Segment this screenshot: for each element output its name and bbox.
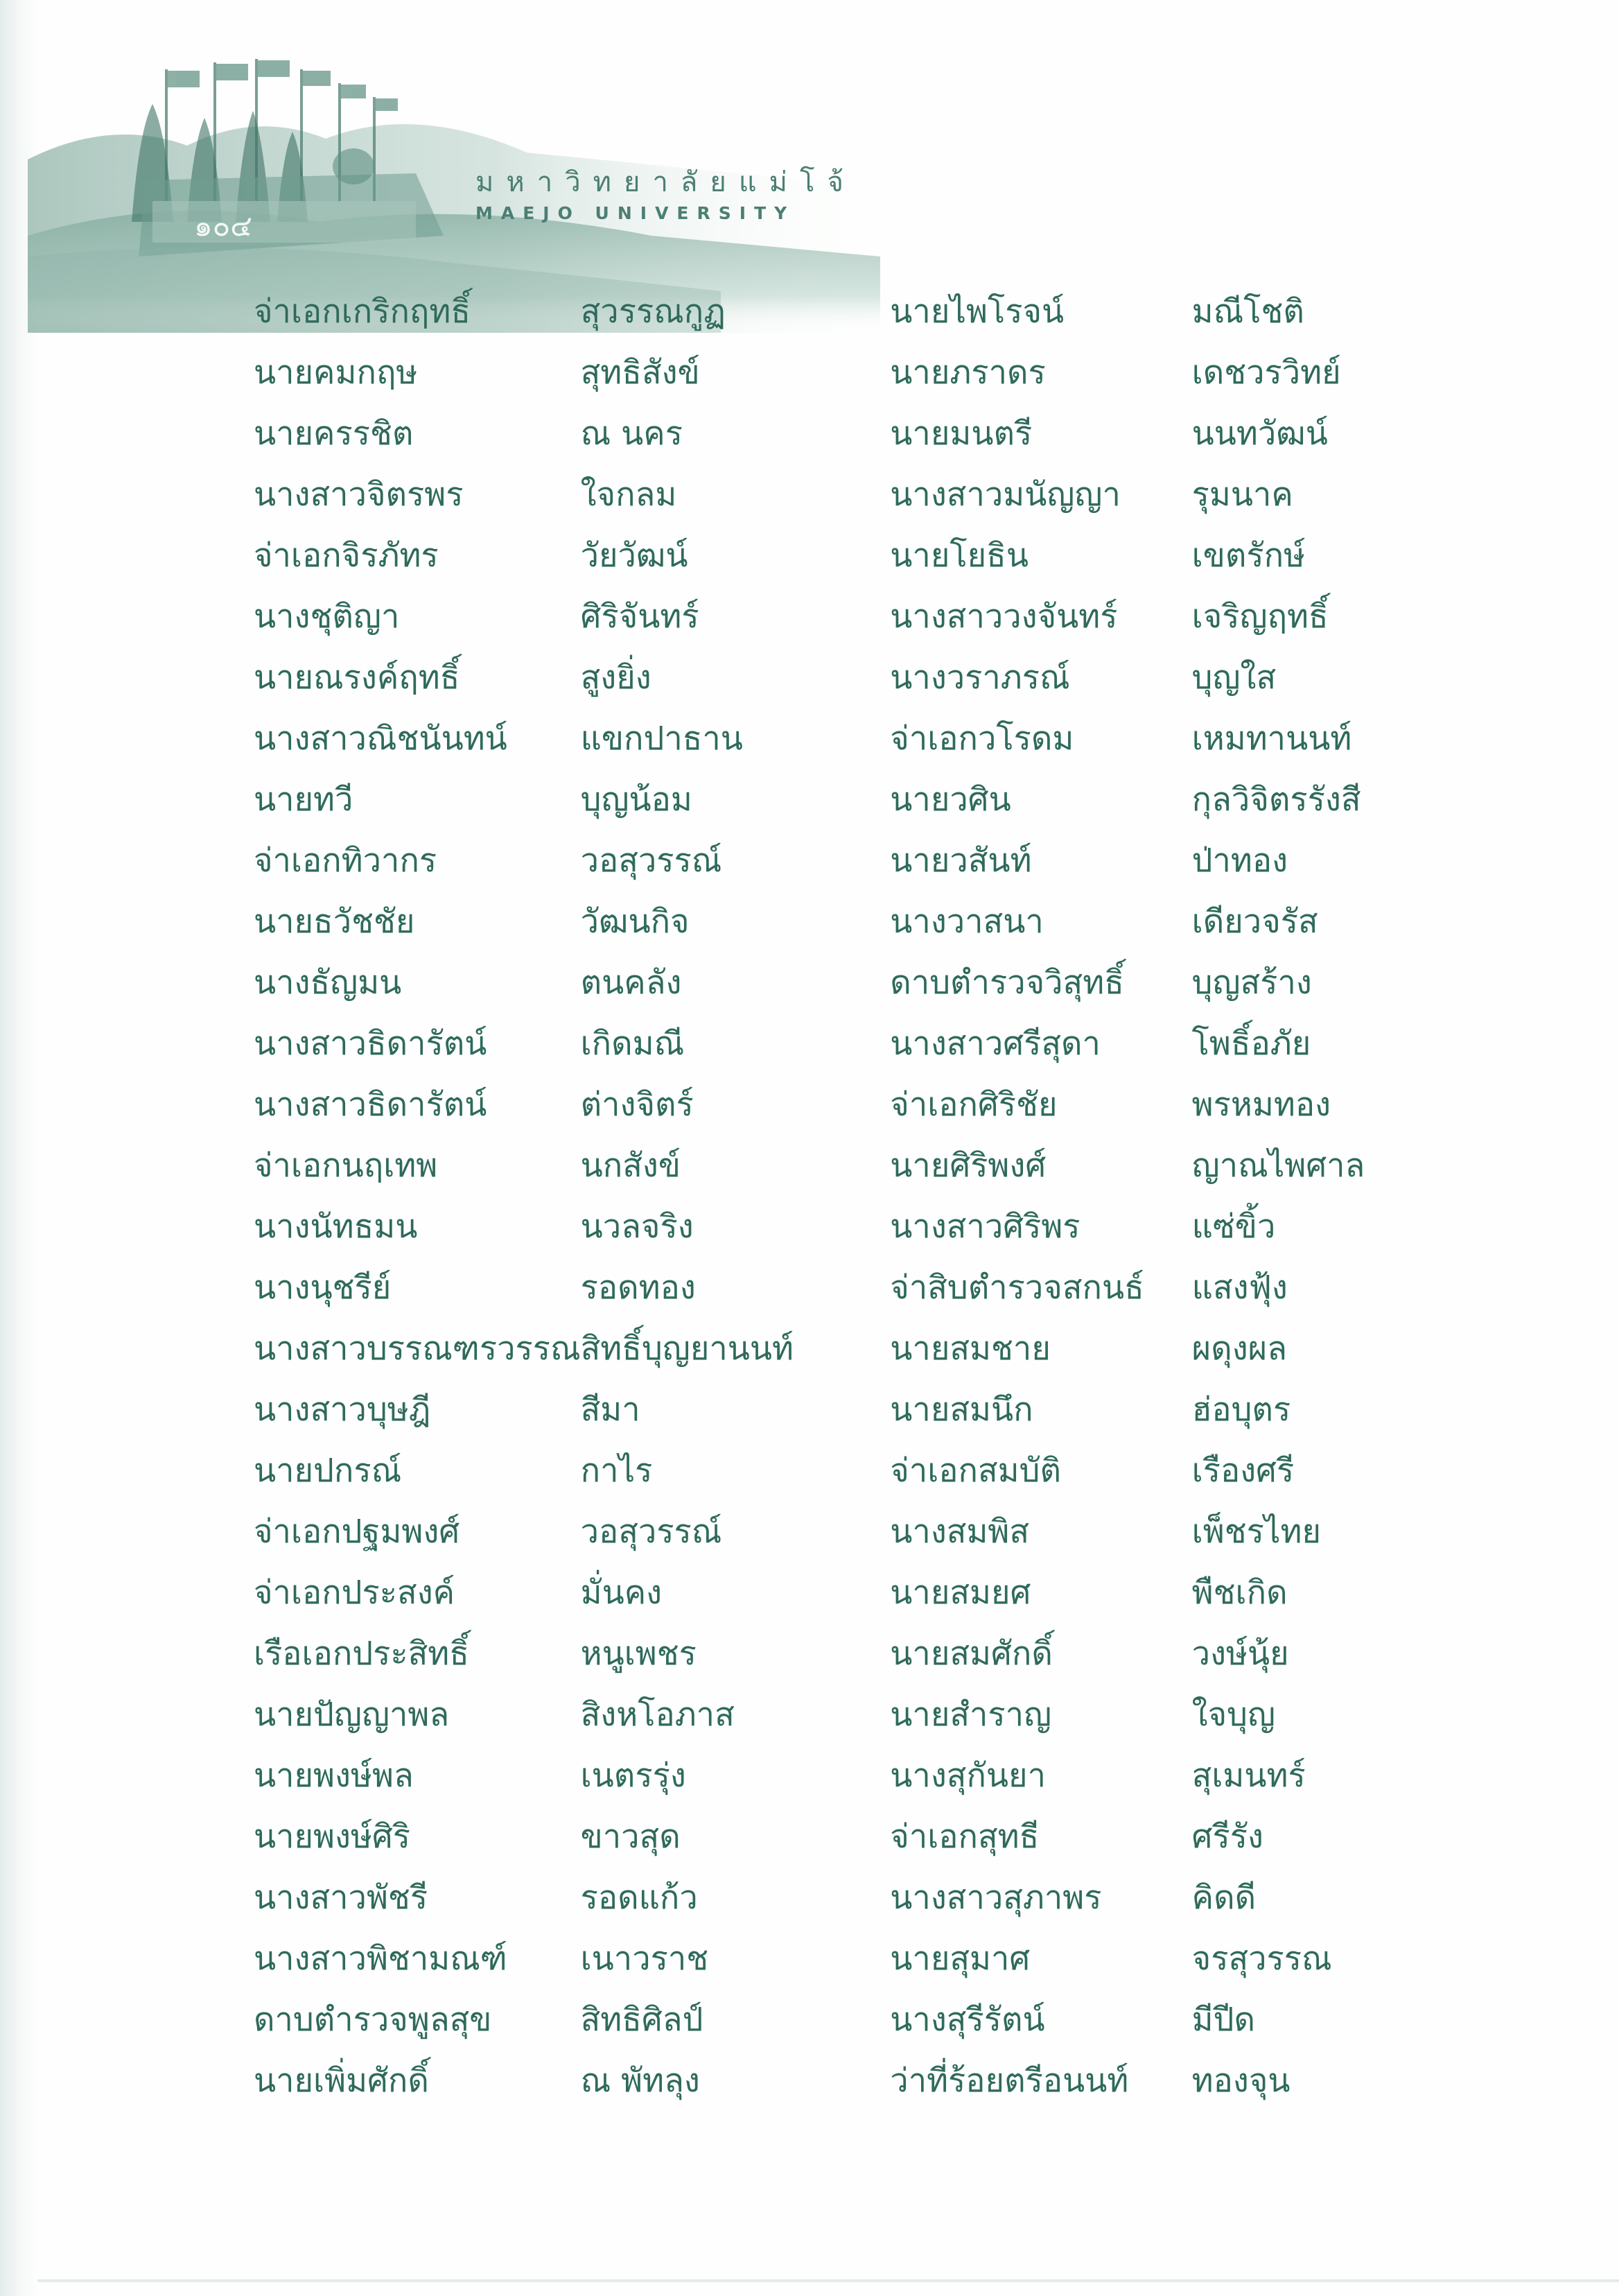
first-name-right: นางสาวสุภาพร: [890, 1878, 1102, 1917]
first-name-left: จ่าเอกนฤเทพ: [254, 1146, 438, 1185]
first-name-right: นายสมศักดิ์: [890, 1634, 1053, 1673]
surname-left: เนตรรุ่ง: [580, 1756, 686, 1795]
first-name-right: นางสาวศิริพร: [890, 1207, 1080, 1246]
name-row: [254, 2049, 1432, 2110]
surname-left: ณ พัทลุง: [580, 2061, 700, 2100]
surname-left: บุญน้อม: [580, 780, 692, 819]
first-name-left: จ่าเอกจิรภัทร: [254, 536, 439, 575]
surname-left: สิงหโอภาส: [580, 1695, 735, 1734]
first-name-right: นางสุรีรัตน์: [890, 2000, 1045, 2039]
name-row: [254, 1439, 1432, 1500]
name-row: [254, 646, 1432, 707]
first-name-left: นางสาวบรรณฑรวรรณ: [254, 1329, 581, 1368]
surname-left: หนูเพชร: [580, 1634, 697, 1673]
surname-right: ศรีรัง: [1191, 1817, 1263, 1856]
surname-left: มั่นคง: [580, 1573, 663, 1612]
first-name-right: นายภราดร: [890, 353, 1046, 392]
first-name-right: นางสาวศรีสุดา: [890, 1024, 1101, 1063]
first-name-right: นายสุมาศ: [890, 1939, 1031, 1978]
surname-left: รอดแก้ว: [580, 1878, 698, 1917]
first-name-left: จ่าเอกประสงค์: [254, 1573, 455, 1612]
name-row: [254, 1866, 1432, 1927]
name-row: [254, 1805, 1432, 1866]
first-name-left: นางสาวพิชามณฑ์: [254, 1939, 507, 1978]
surname-right: แซ่ขิ้ว: [1191, 1207, 1276, 1246]
surname-right: ป่าทอง: [1191, 841, 1288, 880]
surname-left: สุทธิสังข์: [580, 353, 700, 392]
first-name-right: นางสาวมนัญญา: [890, 475, 1121, 514]
first-name-left: นางสาวธิดารัตน์: [254, 1024, 487, 1063]
name-row: [254, 951, 1432, 1012]
surname-left: ณ นคร: [580, 414, 683, 453]
surname-right: เจริญฤทธิ์: [1191, 597, 1329, 636]
surname-right: คิดดี: [1191, 1878, 1257, 1917]
first-name-left: นายพงษ์พล: [254, 1756, 414, 1795]
first-name-right: นายสมนึก: [890, 1390, 1033, 1429]
surname-left: กาไร: [580, 1451, 653, 1490]
first-name-right: นางสาววงจันทร์: [890, 597, 1118, 636]
name-row: [254, 1256, 1432, 1317]
surname-right: วงษ์นุ้ย: [1191, 1634, 1289, 1673]
first-name-left: นางสาวธิดารัตน์: [254, 1085, 487, 1124]
name-row: [254, 280, 1432, 341]
first-name-right: นายมนตรี: [890, 414, 1033, 453]
name-row: [254, 829, 1432, 890]
name-row: [254, 768, 1432, 829]
first-name-right: นายสมยศ: [890, 1573, 1031, 1612]
surname-right: กุลวิจิตรรังสี: [1191, 780, 1361, 819]
first-name-right: จ่าเอกสมบัติ: [890, 1451, 1062, 1490]
surname-left: นกสังข์: [580, 1146, 681, 1185]
first-name-left: นายเพิ่มศักดิ์: [254, 2061, 429, 2100]
surname-right: ทองจุน: [1191, 2061, 1290, 2100]
first-name-left: นางนัทธมน: [254, 1207, 418, 1246]
first-name-left: นายณรงค์ฤทธิ์: [254, 658, 460, 697]
surname-right: แสงฟุ้ง: [1191, 1268, 1288, 1307]
name-row: [254, 402, 1432, 463]
name-row: [254, 1744, 1432, 1805]
surname-left: สีมา: [580, 1390, 640, 1429]
surname-right: โพธิ์อภัย: [1191, 1024, 1311, 1063]
surname-right: รุมนาค: [1191, 475, 1293, 514]
first-name-left: นางสาวณิชนันทน์: [254, 719, 507, 758]
surname-right: ญาณไพศาล: [1191, 1146, 1365, 1185]
first-name-left: นายปัญญาพล: [254, 1695, 450, 1734]
name-row: [254, 1073, 1432, 1134]
first-name-right: นายโยธิน: [890, 536, 1029, 575]
surname-right: เดชวรวิทย์: [1191, 353, 1341, 392]
surname-right: เรืองศรี: [1191, 1451, 1295, 1490]
name-row: [254, 463, 1432, 524]
name-row: [254, 1500, 1432, 1561]
first-name-right: นางวาสนา: [890, 902, 1044, 941]
names-list: [254, 280, 1432, 2110]
surname-left: เกิดมณี: [580, 1024, 685, 1063]
first-name-left: นายคมกฤษ: [254, 353, 418, 392]
surname-right: มีปีด: [1191, 2000, 1256, 2039]
surname-left: วอสุวรรณ์: [580, 841, 722, 880]
name-row: [254, 1927, 1432, 1988]
first-name-left: จ่าเอกทิวากร: [254, 841, 437, 880]
first-name-left: นางธัญมน: [254, 963, 402, 1002]
first-name-left: จ่าเอกเกริกฤทธิ์: [254, 292, 471, 331]
surname-left: วัยวัฒน์: [580, 536, 688, 575]
name-row: [254, 1378, 1432, 1439]
first-name-left: นางสาวบุษฎี: [254, 1390, 431, 1429]
first-name-right: นายวสันท์: [890, 841, 1032, 880]
first-name-right: นายสมชาย: [890, 1329, 1051, 1368]
first-name-right: ดาบตำรวจวิสุทธิ์: [890, 963, 1124, 1002]
university-name-thai: มหาวิทยาลัยแม่โจ้: [475, 166, 856, 198]
surname-right: ผดุงผล: [1191, 1329, 1288, 1368]
first-name-right: นายไพโรจน์: [890, 292, 1065, 331]
surname-right: จรสุวรรณ: [1191, 1939, 1332, 1978]
university-wordmark: [475, 166, 856, 225]
surname-left: รอดทอง: [580, 1268, 696, 1307]
surname-left: สุวรรณกูฏ: [580, 292, 726, 331]
first-name-right: จ่าเอกวโรดม: [890, 719, 1074, 758]
surname-right: บุญใส: [1191, 658, 1277, 697]
name-row: [254, 524, 1432, 585]
first-name-right: นางสมพิส: [890, 1512, 1030, 1551]
surname-left: วัฒนกิจ: [580, 902, 690, 941]
name-row: [254, 1622, 1432, 1683]
university-name-english: MAEJO UNIVERSITY: [475, 203, 796, 223]
surname-right: พรหมทอง: [1191, 1085, 1331, 1124]
first-name-right: นายวศิน: [890, 780, 1011, 819]
first-name-left: นางชุติญา: [254, 597, 400, 636]
first-name-left: นายครรชิต: [254, 414, 414, 453]
surname-right: บุญสร้าง: [1191, 963, 1312, 1002]
surname-left: เนาวราช: [580, 1939, 709, 1978]
name-row: [254, 341, 1432, 402]
scan-bottom-edge: [37, 2279, 1619, 2282]
scan-edge-shadow: [0, 0, 37, 2296]
first-name-right: จ่าสิบตำรวจสกนธ์: [890, 1268, 1144, 1307]
surname-left: ตนคลัง: [580, 963, 682, 1002]
name-row: [254, 1012, 1432, 1073]
surname-left: นวลจริง: [580, 1207, 694, 1246]
monument-number: ๑๐๔: [194, 209, 253, 243]
name-row: [254, 1134, 1432, 1195]
first-name-right: นายศิริพงศ์: [890, 1146, 1047, 1185]
first-name-left: นางสาวพัชรี: [254, 1878, 428, 1917]
surname-right: พืชเกิด: [1191, 1573, 1288, 1612]
surname-right: มณีโชติ: [1191, 292, 1304, 331]
surname-right: เหมทานนท์: [1191, 719, 1352, 758]
name-row: [254, 707, 1432, 768]
surname-left: ขาวสุด: [580, 1817, 681, 1856]
name-row: [254, 890, 1432, 951]
surname-right: ใจบุญ: [1191, 1695, 1276, 1734]
surname-left: ใจกลม: [580, 475, 677, 514]
name-row: [254, 1561, 1432, 1622]
first-name-left: จ่าเอกปฐมพงศ์: [254, 1512, 460, 1551]
first-name-left: ดาบตำรวจพูลสุข: [254, 2000, 492, 2039]
first-name-right: นางสุกันยา: [890, 1756, 1046, 1795]
surname-right: เพ็ชรไทย: [1191, 1512, 1322, 1551]
first-name-left: นายธวัชชัย: [254, 902, 415, 941]
first-name-right: นางวราภรณ์: [890, 658, 1070, 697]
first-name-left: นายทวี: [254, 780, 353, 819]
first-name-left: นางสาวจิตรพร: [254, 475, 464, 514]
surname-left: ต่างจิตร์: [580, 1085, 694, 1124]
surname-left: ศิริจันทร์: [580, 597, 699, 636]
name-row: [254, 1988, 1432, 2049]
first-name-left: นายพงษ์ศิริ: [254, 1817, 411, 1856]
first-name-right: ว่าที่ร้อยตรีอนนท์: [890, 2061, 1129, 2100]
surname-right: ฮ่อบุตร: [1191, 1390, 1291, 1429]
surname-right: นนทวัฒน์: [1191, 414, 1328, 453]
name-row: [254, 1195, 1432, 1256]
first-name-left: เรือเอกประสิทธิ์: [254, 1634, 469, 1673]
first-name-right: จ่าเอกสุทธี: [890, 1817, 1040, 1856]
surname-left: แขกปาธาน: [580, 719, 743, 758]
surname-right: สุเมนทร์: [1191, 1756, 1306, 1795]
surname-right: เขตรักษ์: [1191, 536, 1306, 575]
first-name-left: นางนุชรีย์: [254, 1268, 392, 1307]
name-row: [254, 1317, 1432, 1378]
name-row: [254, 585, 1432, 646]
first-name-right: นายสำราญ: [890, 1695, 1052, 1734]
name-row: [254, 1683, 1432, 1744]
first-name-left: นายปกรณ์: [254, 1451, 402, 1490]
surname-right: เดียวจรัส: [1191, 902, 1318, 941]
first-name-right: จ่าเอกศิริชัย: [890, 1085, 1058, 1124]
surname-left: สิทธิ์บุญยานนท์: [580, 1329, 794, 1368]
surname-left: สูงยิ่ง: [580, 658, 651, 697]
surname-left: สิทธิศิลป์: [580, 2000, 703, 2039]
surname-left: วอสุวรรณ์: [580, 1512, 722, 1551]
